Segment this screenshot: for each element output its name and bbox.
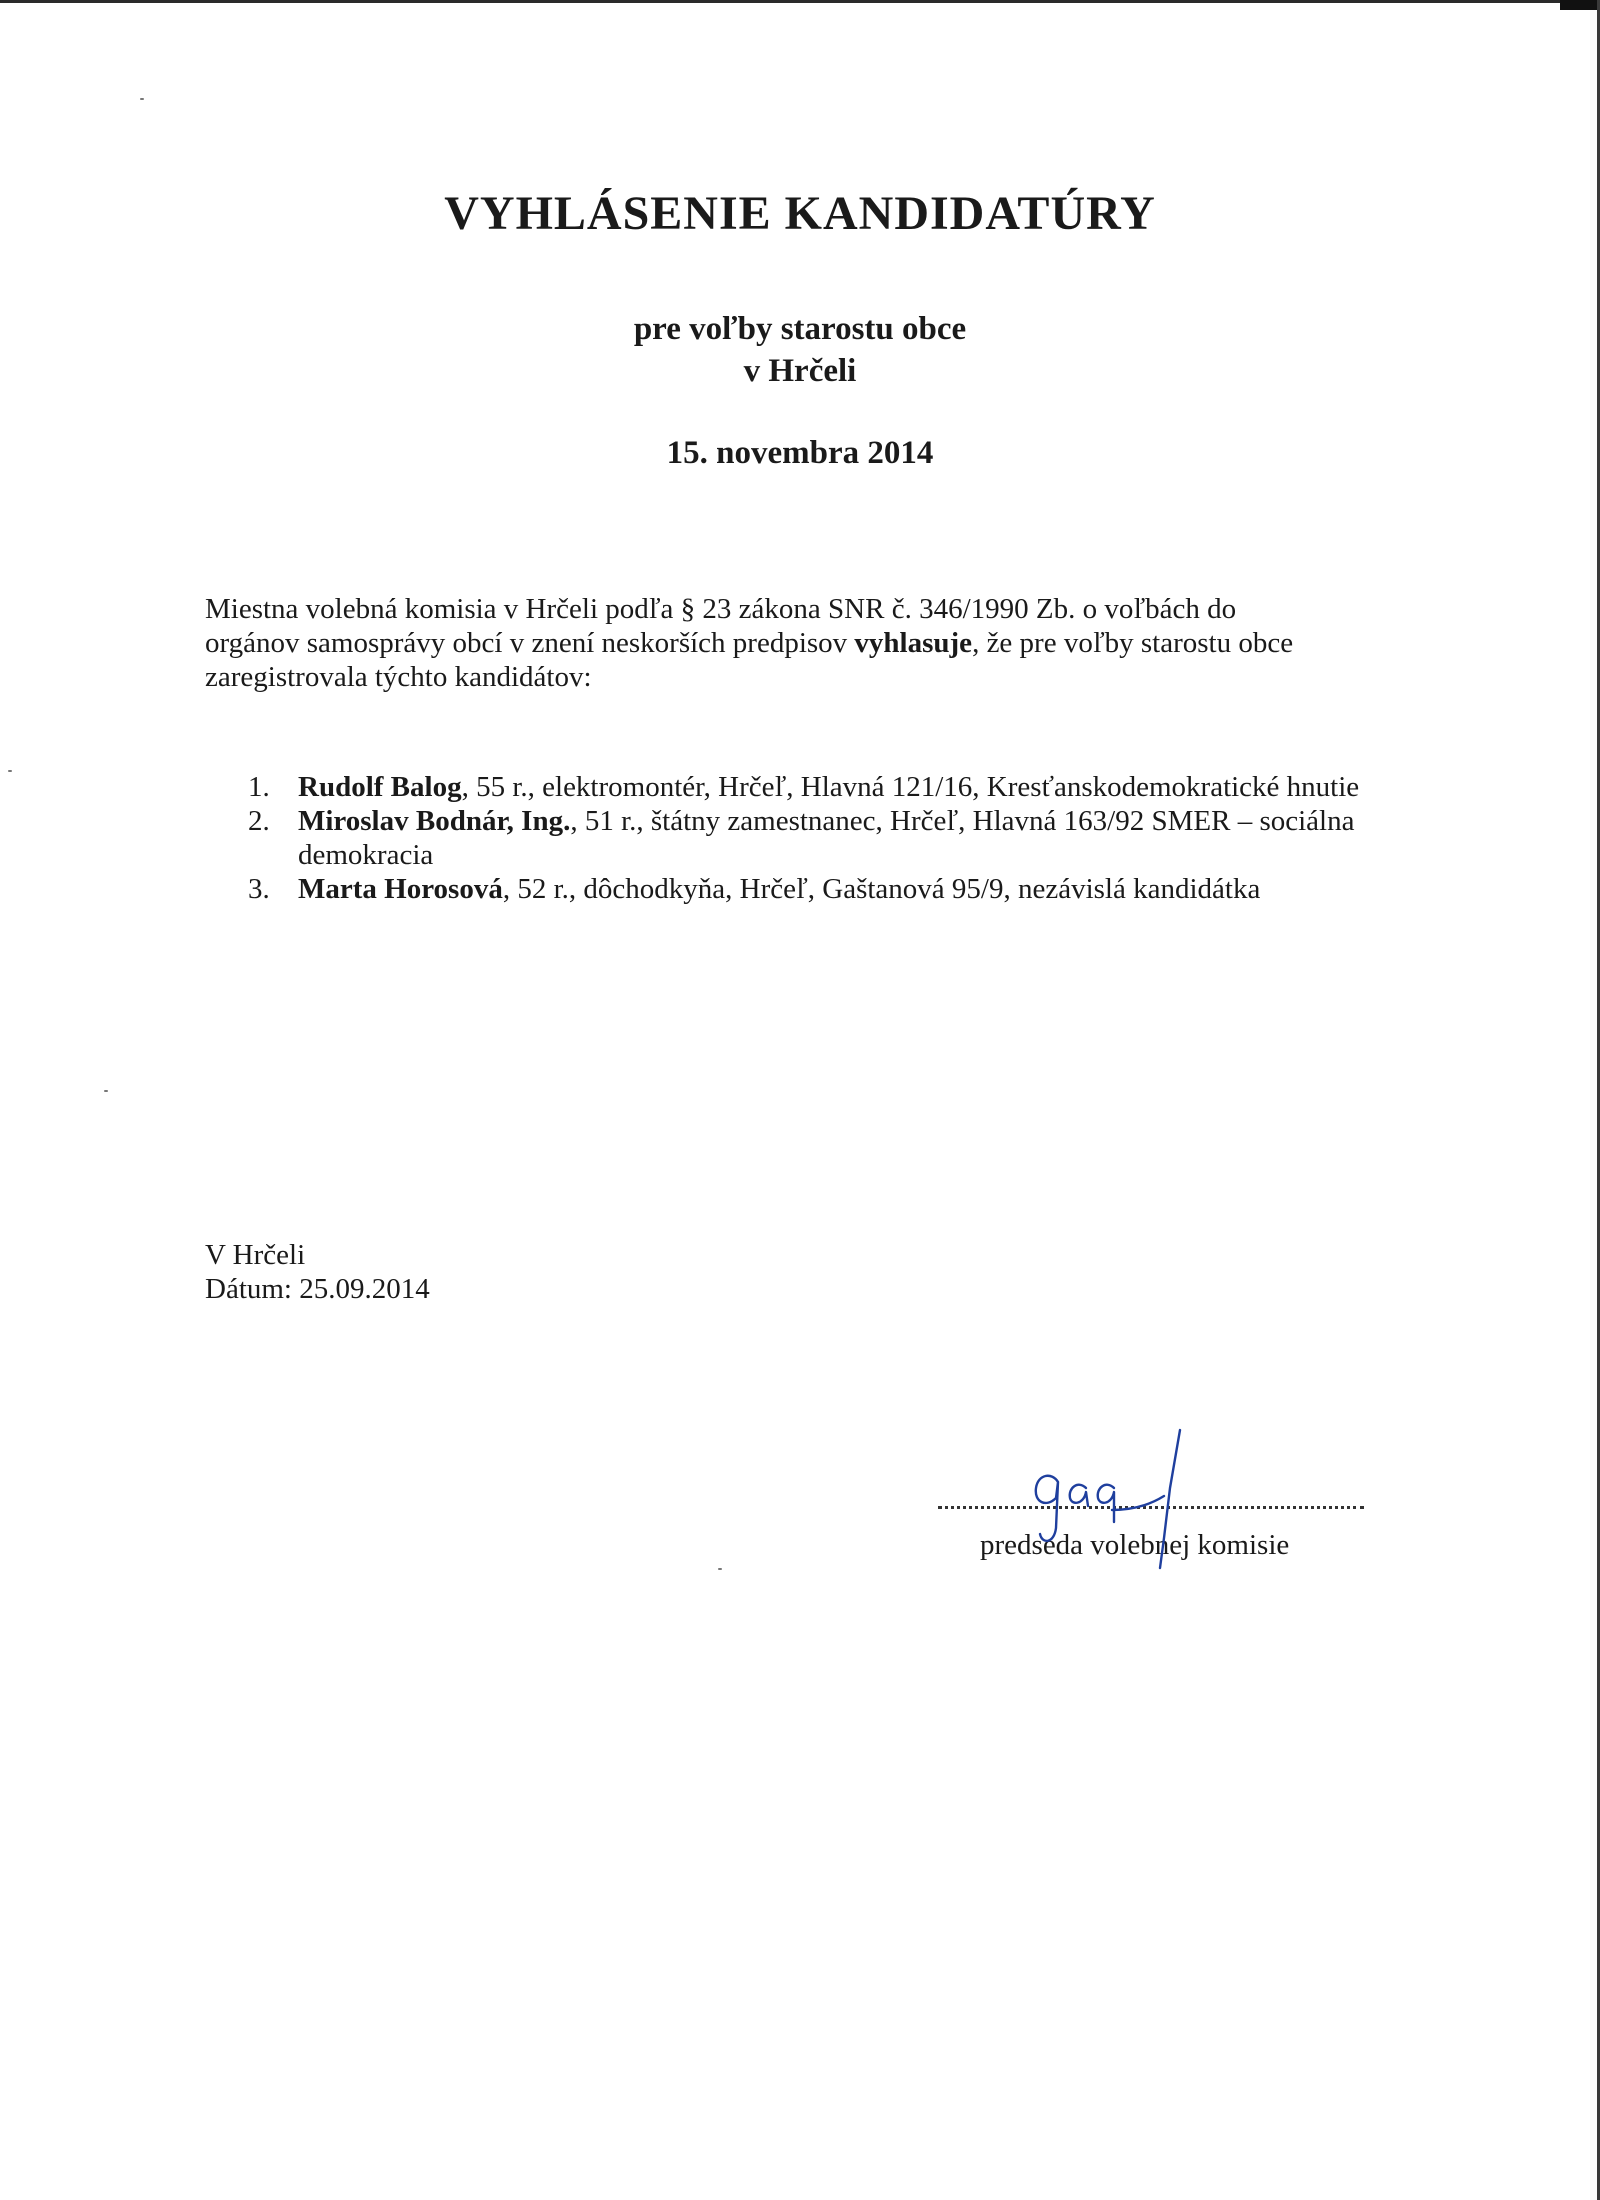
document-date: Dátum: 25.09.2014 [205, 1273, 430, 1305]
candidate-item [248, 804, 1398, 872]
candidate-name: Marta Horosová [298, 873, 503, 905]
scan-speck [104, 1090, 108, 1092]
intro-text: orgánov samosprávy obcí v znení neskorších predpisov [205, 627, 855, 659]
intro-line: zaregistrovala týchto kandidátov: [205, 661, 592, 693]
candidate-item [248, 872, 1398, 906]
candidate-details: , 51 r., štátny zamestnanec, Hrčeľ, Hlavná 163/92 SMER – sociálna demokracia [298, 805, 1355, 871]
candidate-name: Rudolf Balog [298, 771, 462, 803]
place: V Hrčeli [205, 1239, 306, 1271]
candidate-number: 2. [248, 805, 270, 837]
candidate-list [248, 770, 1398, 906]
document-subtitle-municipality: v Hrčeli [743, 353, 857, 389]
scan-top-edge [0, 0, 1600, 3]
intro-emphasis: vyhlasuje [854, 627, 973, 659]
signature-caption: predseda volebnej komisie [980, 1529, 1290, 1561]
scan-speck [8, 770, 12, 772]
election-date: 15. novembra 2014 [666, 435, 934, 471]
document-title: VYHLÁSENIE KANDIDATÚRY [444, 187, 1156, 240]
intro-text: , že pre voľby starostu obce [972, 627, 1294, 659]
place-and-date [205, 1238, 430, 1306]
scan-speck [718, 1568, 722, 1570]
candidate-item [248, 770, 1398, 804]
candidate-details: , 55 r., elektromontér, Hrčeľ, Hlavná 121/16, Kresťanskodemokratické hnutie [461, 771, 1360, 803]
intro-line [205, 626, 1385, 660]
candidate-details: , 52 r., dôchodkyňa, Hrčeľ, Gaštanová 95/9, nezávislá kandidátka [502, 873, 1261, 905]
candidate-number: 1. [248, 771, 270, 803]
intro-paragraph [205, 592, 1385, 694]
handwritten-signature [1018, 1418, 1258, 1618]
candidate-number: 3. [248, 873, 270, 905]
scan-speck [140, 98, 144, 100]
signature-block [938, 1418, 1378, 1578]
scan-corner-mark [1560, 0, 1600, 10]
intro-line: Miestna volebná komisia v Hrčeli podľa § 23 zákona SNR č. 346/1990 Zb. o voľbách do [205, 593, 1237, 625]
candidate-name: Miroslav Bodnár, Ing. [298, 805, 571, 837]
document-subtitle: pre voľby starostu obce [633, 311, 967, 347]
